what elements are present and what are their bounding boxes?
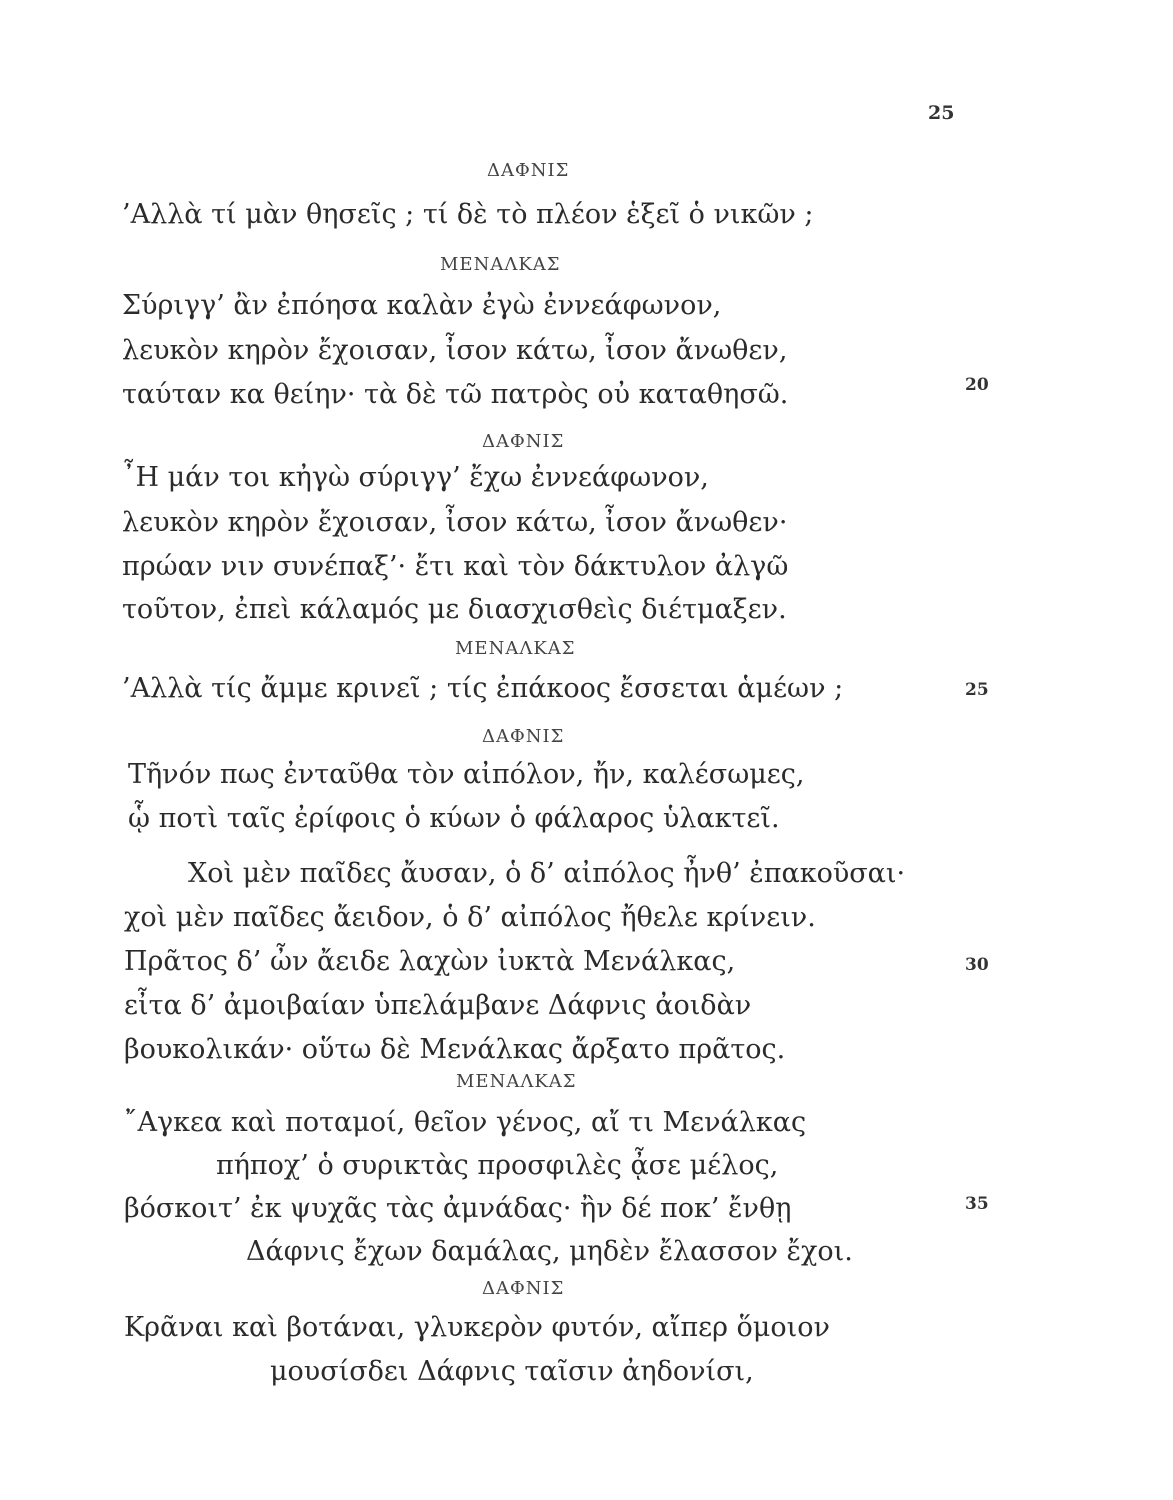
verse-line: τοῦτον, ἐπεὶ κάλαμός με διασχισθεὶς διέτμαξεν. [122,594,787,625]
line-number: 20 [965,375,989,395]
speaker-heading: ΔΑΦΝΙΣ [487,160,570,181]
speaker-heading: ΔΑΦΝΙΣ [482,726,565,747]
verse-line: ῏Η μάν τοι κἠγὼ σύριγγ’ ἔχω ἐννεάφωνον, [122,462,709,493]
verse-line: ’Αλλὰ τί μὰν θησεῖς ; τί δὲ τὸ πλέον ἑξεῖ ὁ νικῶν ; [122,199,814,230]
speaker-heading: ΔΑΦΝΙΣ [482,1278,565,1299]
verse-line: Δάφνις ἔχων δαμάλας, μηδὲν ἔλασσον ἔχοι. [246,1236,853,1267]
verse-line: ῎Αγκεα καὶ ποταμοί, θεῖον γένος, αἴ τι Μενάλκας [124,1107,807,1138]
verse-line: πήποχ’ ὁ συρικτὰς προσφιλὲς ᾆσε μέλος, [216,1150,779,1181]
verse-line: Σύριγγ’ ἂν ἐπόησα καλὰν ἐγὼ ἐννεάφωνον, [122,290,722,321]
verse-line: ταύταν κα θείην· τὰ δὲ τῶ πατρὸς οὐ καταθησῶ. [122,379,789,410]
verse-line: Τῆνόν πως ἐνταῦθα τὸν αἰπόλον, ἤν, καλέσωμες, [128,759,805,790]
narrative-line: Πρᾶτος δ’ ὦν ἄειδε λαχὼν ἰυκτὰ Μενάλκας, [124,946,736,977]
narrative-line: χοὶ μὲν παῖδες ἄειδον, ὁ δ’ αἰπόλος ἤθελε κρίνειν. [124,902,816,933]
verse-line: μουσίσδει Δάφνις ταῖσιν ἀηδονίσι, [270,1356,754,1387]
narrative-line: βουκολικάν· οὕτω δὲ Μενάλκας ἄρξατο πρᾶτος. [124,1034,786,1065]
speaker-heading: ΔΑΦΝΙΣ [482,431,565,452]
verse-line: λευκὸν κηρὸν ἔχοισαν, ἶσον κάτω, ἶσον ἄνωθεν, [122,335,788,366]
verse-line: ᾧ ποτὶ ταῖς ἐρίφοις ὁ κύων ὁ φάλαρος ὑλακτεῖ. [128,803,780,834]
speaker-heading: ΜΕΝΑΛΚΑΣ [455,638,576,659]
speaker-heading: ΜΕΝΑΛΚΑΣ [440,254,561,275]
verse-line: ’Αλλὰ τίς ἄμμε κρινεῖ ; τίς ἐπάκοος ἔσσεται ἁμέων ; [122,673,844,704]
line-number: 35 [965,1194,989,1214]
page-number: 25 [928,102,955,124]
verse-line: βόσκοιτ’ ἐκ ψυχᾶς τὰς ἀμνάδας· ἢν δέ ποκ’ ἔνθῃ [124,1193,792,1224]
line-number: 25 [965,680,989,700]
speaker-heading: ΜΕΝΑΛΚΑΣ [456,1071,577,1092]
verse-line: Κρᾶναι καὶ βοτάναι, γλυκερὸν φυτόν, αἴπερ ὅμοιον [124,1312,830,1343]
line-number: 30 [965,955,989,975]
verse-line: λευκὸν κηρὸν ἔχοισαν, ἶσον κάτω, ἶσον ἄνωθεν· [122,507,788,538]
narrative-line: εἶτα δ’ ἀμοιβαίαν ὑπελάμβανε Δάφνις ἀοιδὰν [124,990,752,1021]
narrative-line: Χοὶ μὲν παῖδες ἄυσαν, ὁ δ’ αἰπόλος ἦνθ’ ἐπακοῦσαι· [188,858,906,889]
verse-line: πρώαν νιν συνέπαξ’· ἔτι καὶ τὸν δάκτυλον ἀλγῶ [122,551,789,582]
